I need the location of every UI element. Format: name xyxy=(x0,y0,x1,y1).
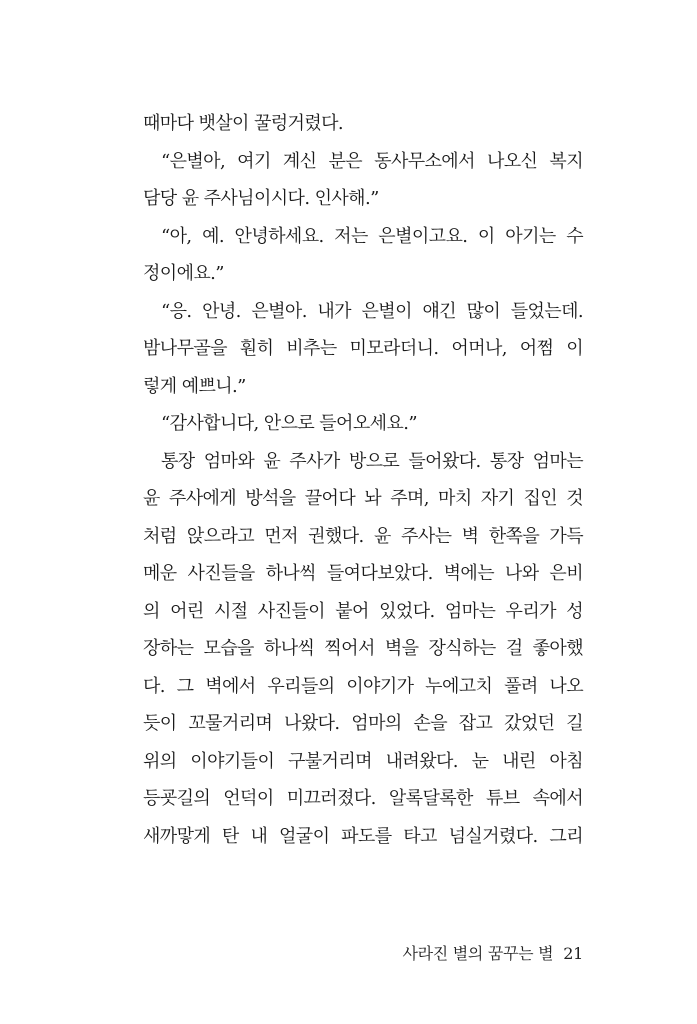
text-line-10: 통장 엄마와 윤 주사가 방으로 들어왔다. 통장 엄마는 xyxy=(161,450,583,472)
text-line-4: “아, 예. 안녕하세요. 저는 은별이고요. 이 아기는 수 xyxy=(161,225,583,247)
text-line-3: 담당 윤 주사님이시다. 인사해.” xyxy=(143,188,379,209)
text-line-12: 처럼 앉으라고 먼저 권했다. 윤 주사는 벽 한쪽을 가득 xyxy=(143,525,583,547)
text-line-19: 등굣길의 언덕이 미끄러졌다. 알록달록한 튜브 속에서 xyxy=(143,788,583,809)
text-line-17: 듯이 꼬물거리며 나왔다. 엄마의 손을 잡고 갔었던 길 xyxy=(143,713,583,734)
text-line-14: 의 어린 시절 사진들이 붙어 있었다. 엄마는 우리가 성 xyxy=(143,600,583,622)
page-number: 21 xyxy=(563,944,583,963)
running-title: 사라진 별의 꿈꾸는 별 xyxy=(402,944,554,963)
text-line-15: 장하는 모습을 하나씩 찍어서 벽을 장식하는 걸 좋아했 xyxy=(143,638,583,659)
text-line-16: 다. 그 벽에서 우리들의 이야기가 누에고치 풀려 나오 xyxy=(143,675,583,697)
text-line-8: 렇게 예쁘니.” xyxy=(143,375,246,397)
text-line-2: “은별아, 여기 계신 분은 동사무소에서 나오신 복지 xyxy=(161,150,583,172)
text-line-13: 메운 사진들을 하나씩 들여다보았다. 벽에는 나와 은비 xyxy=(143,563,583,584)
text-line-1: 때마다 뱃살이 꿀렁거렸다. xyxy=(143,113,344,134)
text-line-20: 새까맣게 탄 내 얼굴이 파도를 타고 넘실거렸다. 그리 xyxy=(143,825,583,847)
text-line-9: “감사합니다, 안으로 들어오세요.” xyxy=(161,413,417,434)
body-text xyxy=(143,105,583,855)
page-footer xyxy=(0,942,583,966)
text-line-5: 정이에요.” xyxy=(143,263,224,284)
text-line-18: 위의 이야기들이 구불거리며 내려왔다. 눈 내린 아침 xyxy=(143,750,583,772)
text-line-6: “응. 안녕. 은별아. 내가 은별이 얘긴 많이 들었는데. xyxy=(161,300,583,322)
text-line-11: 윤 주사에게 방석을 끌어다 놔 주며, 마치 자기 집인 것 xyxy=(143,488,583,509)
text-line-7: 밤나무골을 훤히 비추는 미모라더니. 어머나, 어쩜 이 xyxy=(143,338,583,359)
